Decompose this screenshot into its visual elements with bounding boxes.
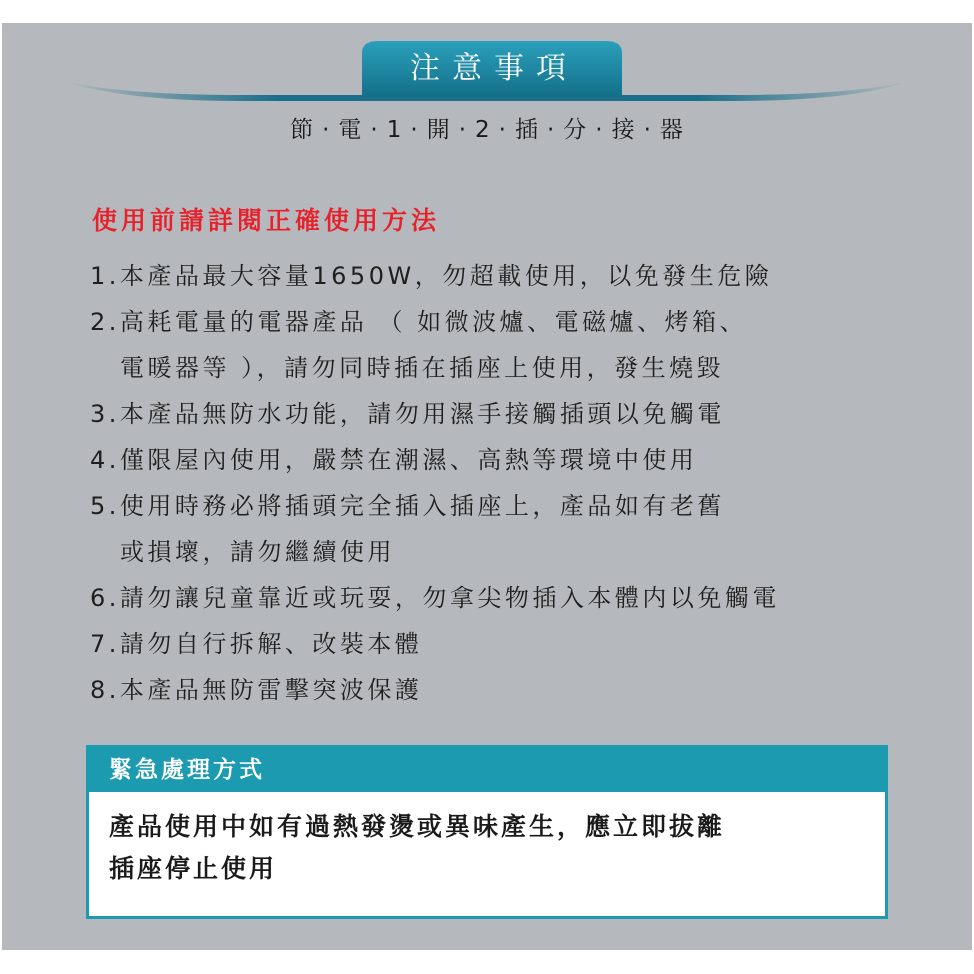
rule-item bbox=[90, 437, 940, 483]
rule-item bbox=[90, 253, 940, 299]
banner-title: 注意事項 bbox=[410, 51, 578, 86]
rule-item bbox=[90, 391, 940, 437]
rule-line: 1.本產品最大容量1650W，勿超載使用，以免發生危險 bbox=[90, 262, 773, 290]
subtitle-separator: · bbox=[498, 117, 507, 143]
subtitle-separator: · bbox=[370, 117, 379, 143]
emergency-line: 產品使用中如有過熱發燙或異味產生，應立即拔離 bbox=[109, 812, 726, 841]
rule-line: 8.本產品無防雷擊突波保護 bbox=[90, 676, 423, 704]
subtitle-separator: · bbox=[322, 117, 331, 143]
subtitle-separator: · bbox=[546, 117, 556, 143]
subtitle-char: 電 bbox=[338, 117, 363, 143]
rule-item bbox=[90, 575, 940, 621]
subtitle-separator: · bbox=[595, 117, 604, 143]
rule-line: 7.請勿自行拆解、改裝本體 bbox=[90, 630, 423, 658]
rule-line: 4.僅限屋內使用，嚴禁在潮濕、高熱等環境中使用 bbox=[90, 446, 698, 474]
subtitle-separator: · bbox=[458, 117, 467, 143]
emergency-box bbox=[86, 745, 888, 919]
rule-item bbox=[90, 621, 940, 667]
subtitle-char: 接 bbox=[611, 117, 636, 143]
subtitle-char: 開 bbox=[426, 117, 451, 143]
subtitle-char: 2 bbox=[475, 117, 491, 143]
warning-heading: 使用前請詳閱正確使用方法 bbox=[92, 206, 441, 235]
rule-line: 6.請勿讓兒童靠近或玩耍，勿拿尖物插入本體内以免觸電 bbox=[90, 584, 780, 612]
emergency-header: 緊急處理方式 bbox=[89, 748, 885, 792]
product-subtitle bbox=[2, 111, 972, 144]
rule-line: 5.使用時務必將插頭完全插入插座上，產品如有老舊 bbox=[90, 492, 725, 520]
subtitle-char: 器 bbox=[659, 117, 684, 143]
subtitle-separator: · bbox=[410, 117, 419, 143]
emergency-body bbox=[89, 792, 885, 890]
rule-item bbox=[90, 483, 940, 575]
notice-panel bbox=[2, 23, 972, 950]
rule-line: 電暖器等 ），請勿同時插在插座上使用，發生燒毀 bbox=[120, 354, 725, 382]
rule-line: 3.本產品無防水功能，請勿用濕手接觸插頭以免觸電 bbox=[90, 400, 725, 428]
subtitle-char: 分 bbox=[563, 117, 588, 143]
subtitle-char: 插 bbox=[514, 117, 539, 143]
emergency-line: 插座停止使用 bbox=[109, 854, 278, 883]
rule-item bbox=[90, 299, 940, 391]
subtitle-char: 節 bbox=[290, 117, 315, 143]
rule-item bbox=[90, 667, 940, 713]
subtitle-char: 1 bbox=[386, 117, 403, 143]
rule-line: 或損壞，請勿繼續使用 bbox=[120, 538, 395, 566]
subtitle-separator: · bbox=[643, 117, 652, 143]
rule-line: 2.高耗電量的電器產品 （ 如微波爐、電磁爐、烤箱、 bbox=[90, 308, 748, 336]
usage-rules-list bbox=[90, 253, 940, 713]
